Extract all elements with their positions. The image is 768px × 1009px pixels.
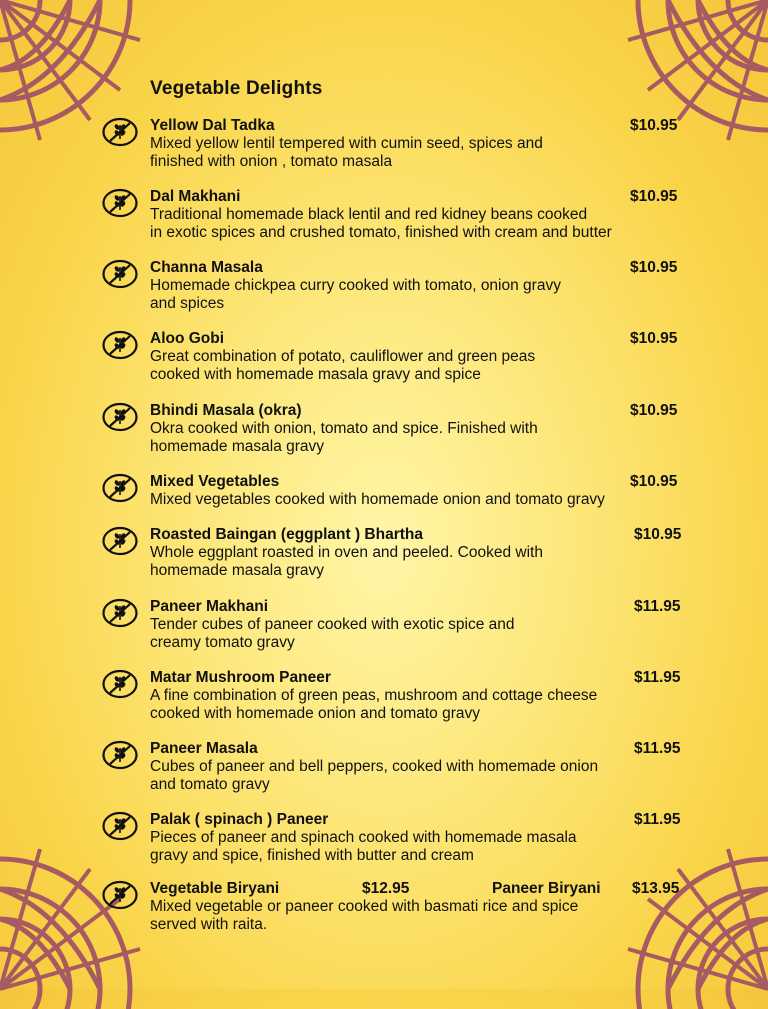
wheat-free-icon xyxy=(102,473,138,503)
section-title: Vegetable Delights xyxy=(150,78,323,99)
wheat-free-icon xyxy=(102,880,138,910)
item-description-line-2: finished with onion , tomato masala xyxy=(150,153,393,170)
item-description-line-1: Traditional homemade black lentil and red kidney beans cooked xyxy=(150,206,588,223)
item-description-line-2: homemade masala gravy xyxy=(150,438,325,455)
item-description-line-1: Mixed yellow lentil tempered with cumin seed, spices and xyxy=(150,135,543,152)
wheat-free-icon xyxy=(102,740,138,770)
item-description-line-1: Mixed vegetables cooked with homemade onion and tomato gravy xyxy=(150,491,605,508)
item-description-line-2: gravy and spice, finished with butter and cream xyxy=(150,847,474,864)
item-name: Yellow Dal Tadka xyxy=(150,117,275,134)
item-price: $10.95 xyxy=(630,259,678,276)
item-description-line-1: A fine combination of green peas, mushroom and cottage cheese xyxy=(150,687,598,704)
item-description-line-2: creamy tomato gravy xyxy=(150,634,295,651)
item-description-line-2: in exotic spices and crushed tomato, finished with cream and butter xyxy=(150,224,612,241)
item-description-line-2: served with raita. xyxy=(150,916,268,933)
item-name: Mixed Vegetables xyxy=(150,473,280,490)
item-price: $10.95 xyxy=(630,188,678,205)
item-price: $10.95 xyxy=(630,402,678,419)
item-price: $12.95 xyxy=(362,880,410,897)
wheat-free-icon xyxy=(102,669,138,699)
item-description-line-2: cooked with homemade onion and tomato gravy xyxy=(150,705,481,722)
wheat-free-icon xyxy=(102,259,138,289)
item-description-line-1: Tender cubes of paneer cooked with exotic spice and xyxy=(150,616,515,633)
item-price-secondary: $13.95 xyxy=(632,880,680,897)
item-name: Bhindi Masala (okra) xyxy=(150,402,302,419)
item-name: Channa Masala xyxy=(150,259,263,276)
item-description-line-1: Pieces of paneer and spinach cooked with homemade masala xyxy=(150,829,577,846)
item-description-line-1: Whole eggplant roasted in oven and peeled. Cooked with xyxy=(150,544,543,561)
wheat-free-icon xyxy=(102,188,138,218)
item-name-secondary: Paneer Biryani xyxy=(492,880,601,897)
item-name: Paneer Masala xyxy=(150,740,258,757)
item-name: Palak ( spinach ) Paneer xyxy=(150,811,329,828)
wheat-free-icon xyxy=(102,598,138,628)
item-description-line-1: Okra cooked with onion, tomato and spice. Finished with xyxy=(150,420,538,437)
item-name: Aloo Gobi xyxy=(150,330,225,347)
item-name: Roasted Baingan (eggplant ) Bhartha xyxy=(150,526,423,543)
item-price: $11.95 xyxy=(634,740,681,757)
item-description-line-2: homemade masala gravy xyxy=(150,562,325,579)
item-description-line-1: Mixed vegetable or paneer cooked with basmati rice and spice xyxy=(150,898,579,915)
wheat-free-icon xyxy=(102,402,138,432)
wheat-free-icon xyxy=(102,811,138,841)
item-name: Vegetable Biryani xyxy=(150,880,280,897)
item-price: $11.95 xyxy=(634,669,681,686)
item-description-line-1: Great combination of potato, cauliflower and green peas xyxy=(150,348,536,365)
item-name: Paneer Makhani xyxy=(150,598,269,615)
item-description-line-1: Homemade chickpea curry cooked with tomato, onion gravy xyxy=(150,277,561,294)
item-price: $11.95 xyxy=(634,598,681,615)
corner-ornament-bottom-left xyxy=(0,839,150,1009)
item-price: $10.95 xyxy=(630,117,678,134)
item-description-line-2: cooked with homemade masala gravy and spice xyxy=(150,366,481,383)
item-description-line-2: and tomato gravy xyxy=(150,776,270,793)
item-name: Dal Makhani xyxy=(150,188,241,205)
wheat-free-icon xyxy=(102,526,138,556)
wheat-free-icon xyxy=(102,330,138,360)
item-price: $10.95 xyxy=(634,526,682,543)
item-name: Matar Mushroom Paneer xyxy=(150,669,331,686)
item-price: $10.95 xyxy=(630,330,678,347)
item-price: $10.95 xyxy=(630,473,678,490)
wheat-free-icon xyxy=(102,117,138,147)
item-description-line-2: and spices xyxy=(150,295,225,312)
item-description-line-1: Cubes of paneer and bell peppers, cooked with homemade onion xyxy=(150,758,599,775)
item-price: $11.95 xyxy=(634,811,681,828)
